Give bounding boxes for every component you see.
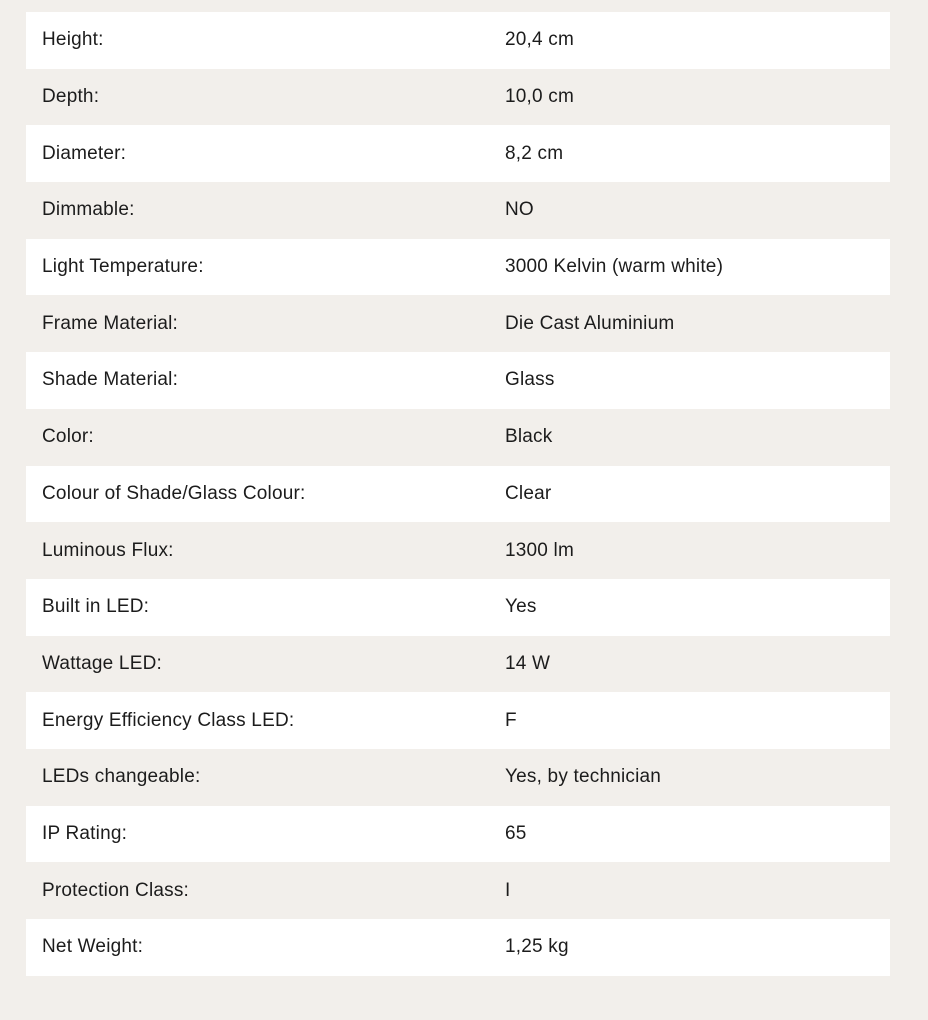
spec-label: Color:: [42, 426, 94, 448]
spec-value: 20,4 cm: [505, 29, 574, 51]
spec-row-built-in-led: [26, 579, 890, 636]
spec-value: F: [505, 709, 517, 731]
spec-value: 14 W: [505, 652, 551, 674]
spec-row-frame-material: [26, 295, 890, 352]
spec-row-light-temperature: [26, 239, 890, 296]
spec-label: Depth:: [42, 86, 100, 108]
spec-row-net-weight: [26, 919, 890, 976]
spec-value: I: [505, 879, 511, 901]
spec-value: NO: [505, 199, 534, 221]
spec-value: 10,0 cm: [505, 86, 574, 108]
spec-label: Dimmable:: [42, 199, 135, 221]
spec-value: 1,25 kg: [505, 936, 569, 958]
spec-label: Protection Class:: [42, 879, 190, 901]
spec-label: Height:: [42, 29, 104, 51]
spec-row-diameter: [26, 125, 890, 182]
spec-value: 65: [505, 822, 527, 844]
spec-row-shade-material: [26, 352, 890, 409]
spec-row-height: [26, 12, 890, 69]
spec-value: Black: [505, 426, 553, 448]
spec-row-ip-rating: [26, 806, 890, 863]
spec-label: Diameter:: [42, 142, 127, 164]
spec-label: Frame Material:: [42, 312, 179, 334]
spec-label: Energy Efficiency Class LED:: [42, 709, 295, 731]
spec-row-wattage-led: [26, 636, 890, 693]
spec-label: Net Weight:: [42, 936, 144, 958]
spec-label: LEDs changeable:: [42, 766, 201, 788]
spec-row-energy-efficiency: [26, 692, 890, 749]
spec-row-dimmable: [26, 182, 890, 239]
spec-label: Luminous Flux:: [42, 539, 174, 561]
spec-row-color: [26, 409, 890, 466]
spec-row-luminous-flux: [26, 522, 890, 579]
spec-value: Yes, by technician: [505, 766, 662, 788]
specifications-table: [26, 12, 890, 976]
spec-row-depth: [26, 69, 890, 126]
spec-label: Wattage LED:: [42, 652, 162, 674]
spec-value: Glass: [505, 369, 555, 391]
spec-row-shade-colour: [26, 466, 890, 523]
spec-label: Built in LED:: [42, 596, 150, 618]
spec-value: 3000 Kelvin (warm white): [505, 256, 724, 278]
spec-value: 8,2 cm: [505, 142, 564, 164]
spec-label: Shade Material:: [42, 369, 179, 391]
spec-label: IP Rating:: [42, 822, 128, 844]
spec-value: Die Cast Aluminium: [505, 312, 675, 334]
spec-value: 1300 lm: [505, 539, 574, 561]
spec-value: Yes: [505, 596, 537, 618]
spec-row-protection-class: [26, 862, 890, 919]
spec-label: Light Temperature:: [42, 256, 204, 278]
spec-label: Colour of Shade/Glass Colour:: [42, 482, 306, 504]
spec-value: Clear: [505, 482, 552, 504]
spec-row-leds-changeable: [26, 749, 890, 806]
